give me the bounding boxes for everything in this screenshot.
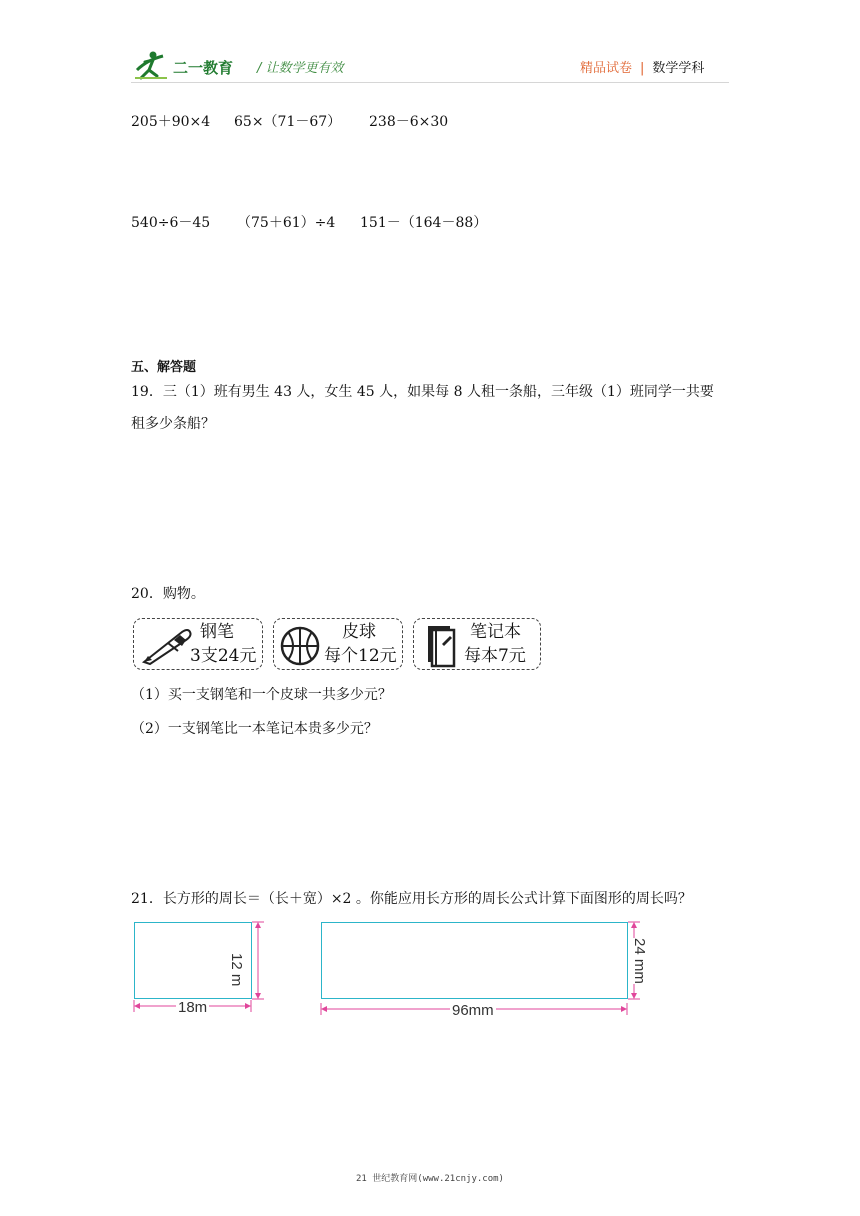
question-19-line2: 租多少条船？: [131, 416, 215, 432]
ball-icon: [278, 624, 322, 668]
page-footer: 21 世纪教育网(www.21cnjy.com): [356, 1174, 504, 1184]
question-20-sub1: （1）买一支钢笔和一个皮球一共多少元？: [131, 687, 392, 703]
header-separator: |: [640, 61, 645, 76]
question-20-sub2: （2）一支钢笔比一本笔记本贵多少元？: [131, 721, 378, 737]
notebook-icon: [420, 622, 460, 668]
product-price: 每本7元: [464, 646, 526, 666]
calc-expression: 205＋90×4: [131, 114, 211, 130]
pen-icon: [138, 624, 194, 666]
header-label-exam: 精品试卷: [580, 61, 633, 76]
product-price: 每个12元: [324, 646, 397, 666]
rectangle-2-width-label: 24 mm: [631, 938, 648, 984]
header-label-subject: 数学学科: [652, 61, 705, 76]
header-divider: [131, 82, 729, 83]
calc-expression: （75＋61）÷4: [237, 215, 336, 231]
logo-text: 二一教育: [173, 59, 234, 77]
header-right: [580, 57, 704, 76]
section-title: 五、解答题: [131, 360, 197, 375]
runner-logo-icon: [133, 48, 173, 82]
product-name: 皮球: [342, 622, 376, 642]
header-slogan: / 让数学更有效: [257, 61, 344, 76]
calc-expression: 65×（71－67）: [234, 114, 342, 130]
rectangle-2-length-label: 96mm: [452, 1002, 494, 1019]
product-card-ball: [273, 618, 403, 670]
calc-expression: 238－6×30: [369, 114, 449, 130]
question-21-text: 21．长方形的周长＝（长＋宽）×2 。你能应用长方形的周长公式计算下面图形的周长吗？: [131, 891, 692, 907]
question-20-title: 20．购物。: [131, 586, 205, 602]
product-price: 3支24元: [190, 646, 257, 666]
product-card-pen: [133, 618, 263, 670]
question-19-line1: 19．三（1）班有男生 43 人，女生 45 人，如果每 8 人租一条船，三年级（1）班同学一共要: [131, 384, 714, 400]
rectangle-1-width-label: 12 m: [228, 953, 245, 987]
calc-expression: 540÷6－45: [131, 215, 211, 231]
brand-logo: [133, 48, 253, 82]
calc-expression: 151－（164－88）: [360, 215, 488, 231]
product-card-notebook: [413, 618, 541, 670]
rectangle-1-length-label: 18m: [178, 999, 208, 1016]
product-name: 钢笔: [200, 622, 234, 642]
product-name: 笔记本: [470, 622, 521, 642]
